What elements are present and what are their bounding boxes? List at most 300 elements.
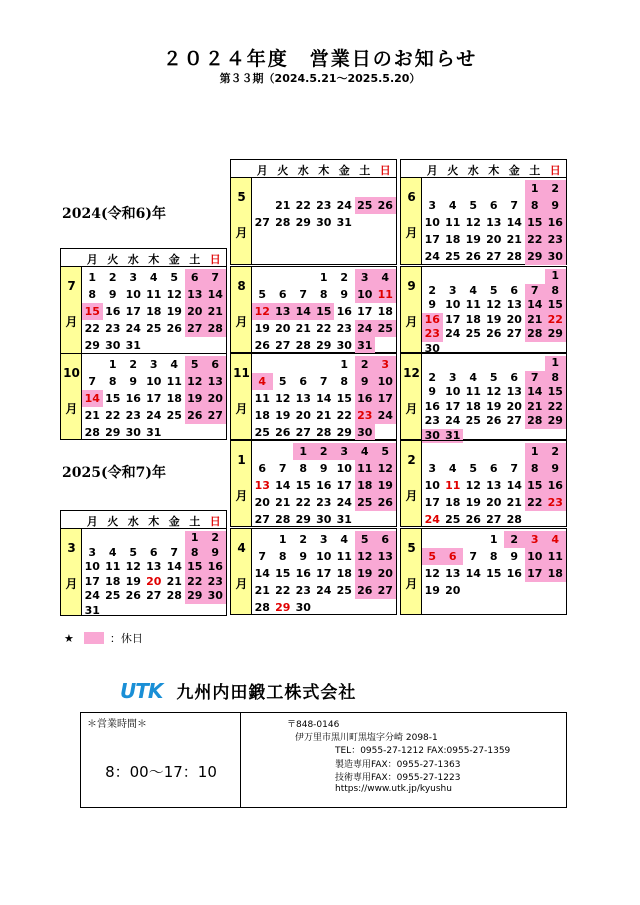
- day-grid: [422, 160, 566, 264]
- day-cell: 14: [82, 390, 103, 407]
- month-number-column: [401, 354, 422, 439]
- weekday-label: 木: [318, 164, 330, 177]
- day-cell: 16: [205, 560, 226, 575]
- day-cell: 31: [355, 337, 376, 354]
- day-cell: 16: [105, 305, 121, 318]
- day-cell: 3: [428, 462, 437, 475]
- day-cell: 6: [205, 356, 226, 373]
- day-cell: 1: [319, 271, 328, 284]
- day-grid: [422, 529, 566, 614]
- day-cell: 20: [254, 496, 270, 509]
- day-cell: 10: [355, 286, 376, 303]
- month-5: [230, 159, 397, 265]
- day-cell: 8: [88, 288, 97, 301]
- day-cell: 12: [465, 479, 481, 492]
- day-cell: 26: [375, 494, 396, 511]
- day-grid: [422, 267, 566, 355]
- website-url[interactable]: https://www.utk.jp/kyushu: [335, 784, 452, 794]
- day-cell: 25: [445, 513, 461, 526]
- day-cell: 5: [469, 199, 478, 212]
- month-number: 6: [407, 190, 416, 204]
- day-cell: 1: [525, 180, 546, 197]
- day-cell: 23: [316, 199, 332, 212]
- day-cell: 4: [545, 531, 566, 548]
- day-cell: 29: [105, 426, 121, 439]
- day-cell: 7: [510, 199, 519, 212]
- day-cell: 27: [254, 216, 270, 229]
- day-cell: 21: [525, 400, 546, 415]
- month-number-column: [401, 267, 422, 352]
- day-cell: 11: [465, 298, 481, 311]
- day-cell: 18: [254, 409, 270, 422]
- day-cell: 18: [377, 305, 393, 318]
- day-cell: 18: [445, 233, 461, 246]
- day-cell: 23: [424, 414, 440, 427]
- day-cell: 20: [275, 322, 291, 335]
- day-cell: 24: [125, 322, 141, 335]
- day-cell: 13: [375, 548, 396, 565]
- day-cell: 2: [108, 271, 117, 284]
- day-cell: 15: [336, 392, 352, 405]
- day-cell: 10: [424, 479, 440, 492]
- day-cell: 3: [428, 199, 437, 212]
- day-cell: 7: [299, 288, 308, 301]
- month-suffix: 月: [405, 226, 418, 240]
- weekday-label: 水: [127, 253, 139, 266]
- day-grid: [422, 354, 566, 442]
- day-grid: [82, 354, 226, 439]
- day-cell: 25: [445, 250, 461, 263]
- day-cell: 29: [84, 339, 100, 352]
- day-cell: 6: [299, 375, 308, 388]
- day-cell: 25: [166, 409, 182, 422]
- month-number: 4: [237, 541, 246, 555]
- month-number: 10: [63, 366, 80, 380]
- day-cell: 2: [504, 531, 525, 548]
- day-cell: 7: [205, 269, 226, 286]
- day-cell: 22: [545, 313, 566, 328]
- day-cell: 20: [146, 574, 162, 588]
- day-cell: 23: [545, 494, 566, 511]
- holiday-swatch: [84, 632, 104, 644]
- day-cell: 3: [319, 533, 328, 546]
- day-cell: 27: [275, 339, 291, 352]
- day-cell: 15: [486, 567, 502, 580]
- day-cell: 4: [108, 545, 117, 559]
- month-number-column: [61, 249, 82, 353]
- day-cell: 5: [278, 375, 287, 388]
- day-cell: 26: [486, 414, 502, 427]
- day-cell: 20: [375, 565, 396, 582]
- day-cell: 24: [336, 199, 352, 212]
- day-cell: 3: [525, 531, 546, 548]
- day-cell: 15: [545, 298, 566, 313]
- weekday-label: 日: [549, 164, 561, 177]
- day-cell: 11: [375, 286, 396, 303]
- day-cell: 8: [185, 546, 206, 561]
- day-cell: 30: [205, 589, 226, 604]
- day-cell: 22: [316, 322, 332, 335]
- day-cell: 22: [336, 409, 352, 422]
- day-cell: 17: [125, 305, 141, 318]
- weekday-header: [82, 249, 226, 267]
- day-cell: 22: [545, 400, 566, 415]
- day-cell: 24: [445, 327, 461, 340]
- day-cell: 24: [146, 409, 162, 422]
- weekday-label: 木: [148, 515, 160, 528]
- month-suffix: 月: [235, 226, 248, 240]
- month-suffix: 月: [235, 577, 248, 591]
- day-cell: 8: [525, 460, 546, 477]
- month-number-column: [231, 160, 252, 264]
- day-cell: 28: [506, 250, 522, 263]
- weekday-header: [82, 511, 226, 529]
- day-cell: 21: [295, 322, 311, 335]
- day-cell: 23: [105, 322, 121, 335]
- day-cell: 13: [506, 385, 522, 398]
- day-cell: 26: [166, 322, 182, 335]
- day-cell: 21: [84, 409, 100, 422]
- day-cell: 9: [545, 460, 566, 477]
- day-grid: [82, 511, 226, 615]
- day-cell: 15: [525, 214, 546, 231]
- day-cell: 31: [84, 603, 100, 617]
- day-cell: 27: [486, 513, 502, 526]
- day-cell: 26: [125, 589, 141, 602]
- weekday-label: 土: [189, 253, 201, 266]
- day-cell: 4: [252, 373, 273, 390]
- day-cell: 10: [84, 560, 100, 573]
- year-label-2024: 2024(令和6)年: [62, 206, 166, 222]
- day-cell: 8: [545, 371, 566, 386]
- day-cell: 1: [185, 531, 206, 546]
- weekday-label: 日: [379, 164, 391, 177]
- month-11: [230, 353, 397, 440]
- day-cell: 2: [428, 370, 437, 384]
- weekday-label: 火: [107, 253, 119, 266]
- day-cell: 8: [340, 375, 349, 388]
- day-cell: 12: [252, 303, 273, 320]
- tel-fax: TEL：0955-27-1212 FAX:0955-27-1359: [335, 746, 511, 756]
- day-cell: 6: [489, 199, 498, 212]
- month-1: [230, 440, 397, 527]
- day-grid: [252, 267, 396, 352]
- day-cell: 16: [545, 214, 566, 231]
- day-cell: 20: [486, 233, 502, 246]
- day-cell: 25: [146, 322, 162, 335]
- month-number: 8: [237, 279, 246, 293]
- day-cell: 11: [105, 560, 121, 573]
- day-cell: 16: [336, 305, 352, 318]
- day-cell: 6: [278, 288, 287, 301]
- day-cell: 23: [355, 407, 376, 424]
- day-cell: 6: [443, 548, 464, 565]
- day-cell: 18: [465, 312, 481, 326]
- street-address: 伊万里市黒川町黒塩字分崎 2098-1: [295, 733, 438, 743]
- day-cell: 14: [506, 216, 522, 229]
- month-9: [400, 266, 567, 353]
- day-cell: 19: [275, 409, 291, 422]
- day-cell: 21: [316, 409, 332, 422]
- day-cell: 12: [275, 392, 291, 405]
- month-8: [230, 266, 397, 353]
- month-suffix: 月: [235, 489, 248, 503]
- day-cell: 3: [448, 283, 457, 297]
- month-5: [400, 528, 567, 615]
- day-cell: 31: [146, 426, 162, 439]
- day-cell: 23: [545, 231, 566, 248]
- day-grid: [252, 529, 396, 614]
- month-number: 3: [67, 541, 76, 555]
- day-cell: 26: [465, 250, 481, 263]
- day-cell: 22: [105, 409, 121, 422]
- day-cell: 29: [295, 216, 311, 229]
- month-number: 1: [237, 453, 246, 467]
- day-cell: 1: [108, 358, 117, 371]
- day-cell: 9: [319, 462, 328, 475]
- day-cell: 11: [355, 460, 376, 477]
- day-cell: 3: [149, 358, 158, 371]
- day-cell: 23: [125, 409, 141, 422]
- day-grid: [82, 249, 226, 353]
- day-cell: 17: [525, 565, 546, 582]
- day-cell: 4: [448, 462, 457, 475]
- day-cell: 4: [375, 269, 396, 286]
- day-cell: 13: [486, 479, 502, 492]
- hours-value: 8：00〜17：10: [105, 763, 217, 781]
- weekday-label: 水: [127, 515, 139, 528]
- day-cell: 27: [185, 320, 206, 337]
- day-cell: 15: [82, 303, 103, 320]
- day-cell: 11: [465, 385, 481, 398]
- day-cell: 14: [525, 385, 546, 400]
- month-number-column: [401, 529, 422, 614]
- day-cell: 11: [545, 548, 566, 565]
- day-cell: 27: [375, 582, 396, 599]
- month-7: [60, 248, 227, 354]
- day-cell: 5: [375, 443, 396, 460]
- day-cell: 4: [469, 283, 478, 297]
- day-cell: 16: [125, 392, 141, 405]
- day-cell: 21: [205, 303, 226, 320]
- day-cell: 3: [375, 356, 396, 373]
- day-cell: 30: [355, 424, 376, 441]
- day-cell: 2: [129, 358, 138, 371]
- day-cell: 16: [316, 479, 332, 492]
- day-cell: 23: [205, 575, 226, 590]
- day-cell: 29: [275, 601, 291, 614]
- day-cell: 14: [205, 286, 226, 303]
- month-number: 12: [403, 366, 420, 380]
- day-cell: 1: [545, 356, 566, 371]
- day-cell: 26: [465, 513, 481, 526]
- day-cell: 12: [125, 560, 141, 573]
- day-cell: 9: [299, 550, 308, 563]
- day-cell: 29: [545, 414, 566, 429]
- month-number-column: [401, 441, 422, 526]
- day-cell: 25: [355, 197, 376, 214]
- month-number-column: [231, 354, 252, 439]
- day-cell: 11: [445, 216, 461, 229]
- day-cell: 28: [254, 601, 270, 614]
- day-cell: 28: [275, 216, 291, 229]
- day-cell: 14: [465, 567, 481, 580]
- weekday-label: 水: [467, 164, 479, 177]
- day-cell: 14: [293, 303, 314, 320]
- day-cell: 22: [185, 575, 206, 590]
- day-cell: 28: [316, 426, 332, 439]
- weekday-label: 木: [148, 253, 160, 266]
- day-cell: 28: [525, 414, 546, 429]
- day-cell: 9: [355, 373, 376, 390]
- day-cell: 7: [510, 462, 519, 475]
- day-cell: 30: [295, 601, 311, 614]
- month-number-column: [231, 267, 252, 352]
- day-cell: 24: [375, 407, 396, 424]
- month-number: 7: [67, 279, 76, 293]
- day-cell: 11: [445, 479, 461, 492]
- day-cell: 6: [185, 269, 206, 286]
- weekday-label: 土: [529, 164, 541, 177]
- day-cell: 21: [275, 496, 291, 509]
- month-10: [60, 353, 227, 440]
- day-cell: 19: [166, 305, 182, 318]
- day-cell: 21: [525, 313, 546, 328]
- day-cell: 7: [88, 375, 97, 388]
- day-cell: 17: [424, 496, 440, 509]
- weekday-header: [252, 160, 396, 178]
- day-cell: 20: [445, 584, 461, 597]
- day-cell: 25: [375, 320, 396, 337]
- day-cell: 1: [545, 269, 566, 284]
- day-cell: 23: [316, 496, 332, 509]
- info-box: [80, 712, 567, 808]
- month-suffix: 月: [405, 577, 418, 591]
- weekday-label: 火: [277, 164, 289, 177]
- day-cell: 10: [445, 385, 461, 398]
- day-cell: 12: [486, 298, 502, 311]
- day-cell: 16: [424, 399, 440, 413]
- day-cell: 31: [336, 513, 352, 526]
- day-cell: 3: [355, 269, 376, 286]
- page-title: ２０２４年度 営業日のお知らせ: [162, 48, 478, 70]
- day-cell: 4: [355, 443, 376, 460]
- day-cell: 29: [336, 426, 352, 439]
- day-cell: 18: [166, 392, 182, 405]
- day-cell: 17: [146, 392, 162, 405]
- day-cell: 4: [170, 358, 179, 371]
- day-cell: 22: [525, 494, 546, 511]
- day-cell: 13: [506, 298, 522, 311]
- day-cell: 2: [205, 531, 226, 546]
- day-cell: 15: [314, 303, 335, 320]
- day-cell: 3: [88, 545, 97, 559]
- day-cell: 2: [355, 356, 376, 373]
- day-cell: 24: [355, 320, 376, 337]
- weekday-label: 火: [447, 164, 459, 177]
- day-cell: 7: [525, 371, 546, 386]
- day-cell: 7: [278, 462, 287, 475]
- day-cell: 9: [340, 288, 349, 301]
- day-cell: 16: [422, 313, 443, 328]
- day-cell: 17: [316, 567, 332, 580]
- month-suffix: 月: [405, 315, 418, 329]
- day-cell: 24: [336, 496, 352, 509]
- day-cell: 24: [424, 513, 440, 526]
- day-cell: 3: [334, 443, 355, 460]
- day-cell: 27: [506, 414, 522, 427]
- day-cell: 31: [336, 216, 352, 229]
- day-cell: 20: [205, 390, 226, 407]
- month-number-column: [231, 441, 252, 526]
- day-cell: 30: [316, 513, 332, 526]
- day-cell: 14: [275, 479, 291, 492]
- day-cell: 1: [88, 271, 97, 284]
- day-cell: 24: [424, 250, 440, 263]
- day-cell: 17: [424, 233, 440, 246]
- day-cell: 7: [170, 545, 179, 559]
- day-cell: 1: [525, 443, 546, 460]
- day-cell: 12: [486, 385, 502, 398]
- day-cell: 29: [185, 589, 206, 604]
- day-cell: 5: [355, 531, 376, 548]
- day-cell: 8: [108, 375, 117, 388]
- day-cell: 9: [428, 298, 437, 311]
- weekday-label: 月: [256, 164, 268, 177]
- day-cell: 13: [146, 560, 162, 573]
- day-cell: 17: [445, 399, 461, 413]
- day-cell: 17: [357, 305, 373, 318]
- day-cell: 19: [254, 322, 270, 335]
- year-label-2025: 2025(令和7)年: [62, 465, 166, 481]
- month-3: [60, 510, 227, 616]
- day-cell: 26: [275, 426, 291, 439]
- day-cell: 19: [486, 312, 502, 326]
- day-cell: 24: [445, 414, 461, 427]
- day-cell: 5: [258, 288, 267, 301]
- day-cell: 10: [445, 298, 461, 311]
- day-cell: 2: [428, 283, 437, 297]
- day-cell: 28: [295, 339, 311, 352]
- day-cell: 18: [146, 305, 162, 318]
- day-cell: 21: [506, 496, 522, 509]
- day-cell: 16: [295, 567, 311, 580]
- day-cell: 25: [355, 494, 376, 511]
- weekday-label: 金: [168, 515, 180, 528]
- day-cell: 6: [510, 370, 519, 384]
- day-cell: 30: [422, 429, 443, 444]
- weekday-label: 火: [107, 515, 119, 528]
- day-cell: 30: [316, 216, 332, 229]
- day-cell: 20: [295, 409, 311, 422]
- day-cell: 12: [166, 288, 182, 301]
- month-2: [400, 440, 567, 527]
- day-cell: 16: [545, 477, 566, 494]
- day-cell: 27: [146, 589, 162, 602]
- day-cell: 31: [125, 339, 141, 352]
- day-cell: 28: [506, 513, 522, 526]
- day-cell: 13: [205, 373, 226, 390]
- day-cell: 5: [170, 271, 179, 284]
- day-cell: 5: [489, 283, 498, 297]
- day-cell: 11: [254, 392, 270, 405]
- day-cell: 20: [506, 312, 522, 326]
- weekday-label: 金: [338, 164, 350, 177]
- day-cell: 12: [465, 216, 481, 229]
- day-grid: [422, 441, 566, 526]
- weekday-label: 木: [488, 164, 500, 177]
- day-cell: 18: [445, 496, 461, 509]
